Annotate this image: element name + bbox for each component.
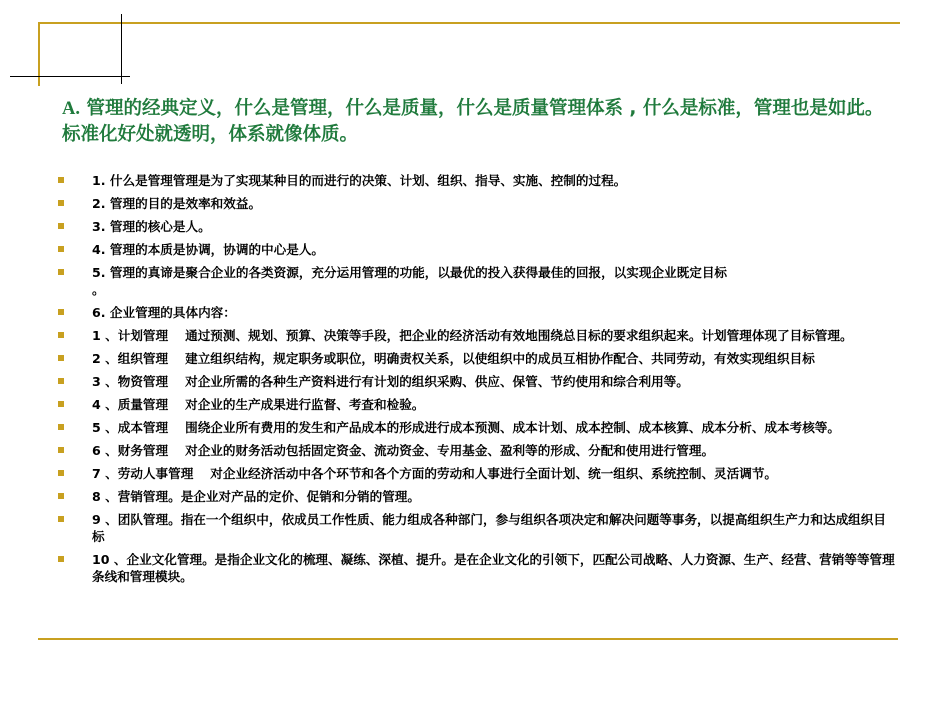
list-item: [56, 551, 896, 585]
list-item: [56, 419, 896, 436]
list-item: [56, 373, 896, 390]
list-item-text: 9 、团队管理。指在一个组织中，依成员工作性质、能力组成各种部门，参与组织各项决定和解决问题等事务，以提高组织生产力和达成组织目标: [92, 512, 886, 544]
list-item-text: 6. 企业管理的具体内容：: [92, 305, 236, 320]
bullet-square-icon: [58, 309, 64, 315]
list-item: [56, 264, 896, 298]
bullet-square-icon: [58, 470, 64, 476]
bullet-square-icon: [58, 447, 64, 453]
list-item-text: 7 、劳动人事管理 对企业经济活动中各个环节和各个方面的劳动和人事进行全面计划、统一组织、系统控制、灵活调节。: [92, 466, 778, 481]
list-item-text: 4 、质量管理 对企业的生产成果进行监督、考查和检验。: [92, 397, 425, 412]
list-item-text: 4. 管理的本质是协调，协调的中心是人。: [92, 242, 325, 257]
bullet-square-icon: [58, 401, 64, 407]
top-rule: [38, 22, 900, 24]
list-item: [56, 218, 896, 235]
list-item-tail: 。: [92, 282, 105, 297]
list-item: [56, 488, 896, 505]
bullet-square-icon: [58, 424, 64, 430]
list-item: [56, 465, 896, 482]
bullet-square-icon: [58, 556, 64, 562]
bullet-square-icon: [58, 332, 64, 338]
list-item-text: 1 、计划管理 通过预测、规划、预算、决策等手段，把企业的经济活动有效地围绕总目标的要求组织起来。计划管理体现了目标管理。: [92, 328, 853, 343]
title-text: 管理的经典定义，什么是管理，什么是质量，什么是质量管理体系 , 什么是标准，管理也是如此。标准化好处就透明，体系就像体质。: [62, 98, 884, 145]
list-item-text: 8 、营销管理。是企业对产品的定价、促销和分销的管理。: [92, 489, 420, 504]
list-item: [56, 304, 896, 321]
bullet-square-icon: [58, 355, 64, 361]
bullet-square-icon: [58, 493, 64, 499]
content-list: [56, 172, 896, 591]
bullet-square-icon: [58, 516, 64, 522]
list-item: [56, 442, 896, 459]
list-item-text: 3 、物资管理 对企业所需的各种生产资料进行有计划的组织采购、供应、保管、节约使用和综合利用等。: [92, 374, 689, 389]
list-item-text: 10 、企业文化管理。是指企业文化的梳理、凝练、深植、提升。是在企业文化的引领下，匹配公司战略、人力资源、生产、经营、营销等等管理条线和管理模块。: [92, 552, 895, 584]
title-prefix: A.: [62, 99, 80, 119]
list-item: [56, 195, 896, 212]
list-item-text: 1. 什么是管理管理是为了实现某种目的而进行的决策、计划、组织、指导、实施、控制的过程。: [92, 173, 627, 188]
list-item: [56, 327, 896, 344]
list-item-text: 2 、组织管理 建立组织结构，规定职务或职位，明确责权关系，以使组织中的成员互相协作配合、共同劳动，有效实现组织目标: [92, 351, 815, 366]
bullet-square-icon: [58, 246, 64, 252]
corner-cross-horizontal: [10, 76, 130, 77]
list-item: [56, 511, 896, 545]
slide-title: [62, 96, 892, 147]
bullet-square-icon: [58, 223, 64, 229]
list-item: [56, 241, 896, 258]
list-item-text: 3. 管理的核心是人。: [92, 219, 211, 234]
list-item-text: 5 、成本管理 围绕企业所有费用的发生和产品成本的形成进行成本预测、成本计划、成本控制、成本核算、成本分析、成本考核等。: [92, 420, 840, 435]
list-item-text: 6 、财务管理 对企业的财务活动包括固定资金、流动资金、专用基金、盈利等的形成、分配和使用进行管理。: [92, 443, 715, 458]
list-item: [56, 396, 896, 413]
list-item: [56, 172, 896, 189]
bullet-square-icon: [58, 269, 64, 275]
bullet-square-icon: [58, 177, 64, 183]
list-item: [56, 350, 896, 367]
corner-cross-vertical: [121, 14, 122, 84]
list-item-text: 5. 管理的真谛是聚合企业的各类资源，充分运用管理的功能，以最优的投入获得最佳的回报，以实现企业既定目标: [92, 265, 728, 280]
bullet-square-icon: [58, 200, 64, 206]
list-item-text: 2. 管理的目的是效率和效益。: [92, 196, 262, 211]
bullet-square-icon: [58, 378, 64, 384]
bottom-rule: [38, 638, 898, 640]
